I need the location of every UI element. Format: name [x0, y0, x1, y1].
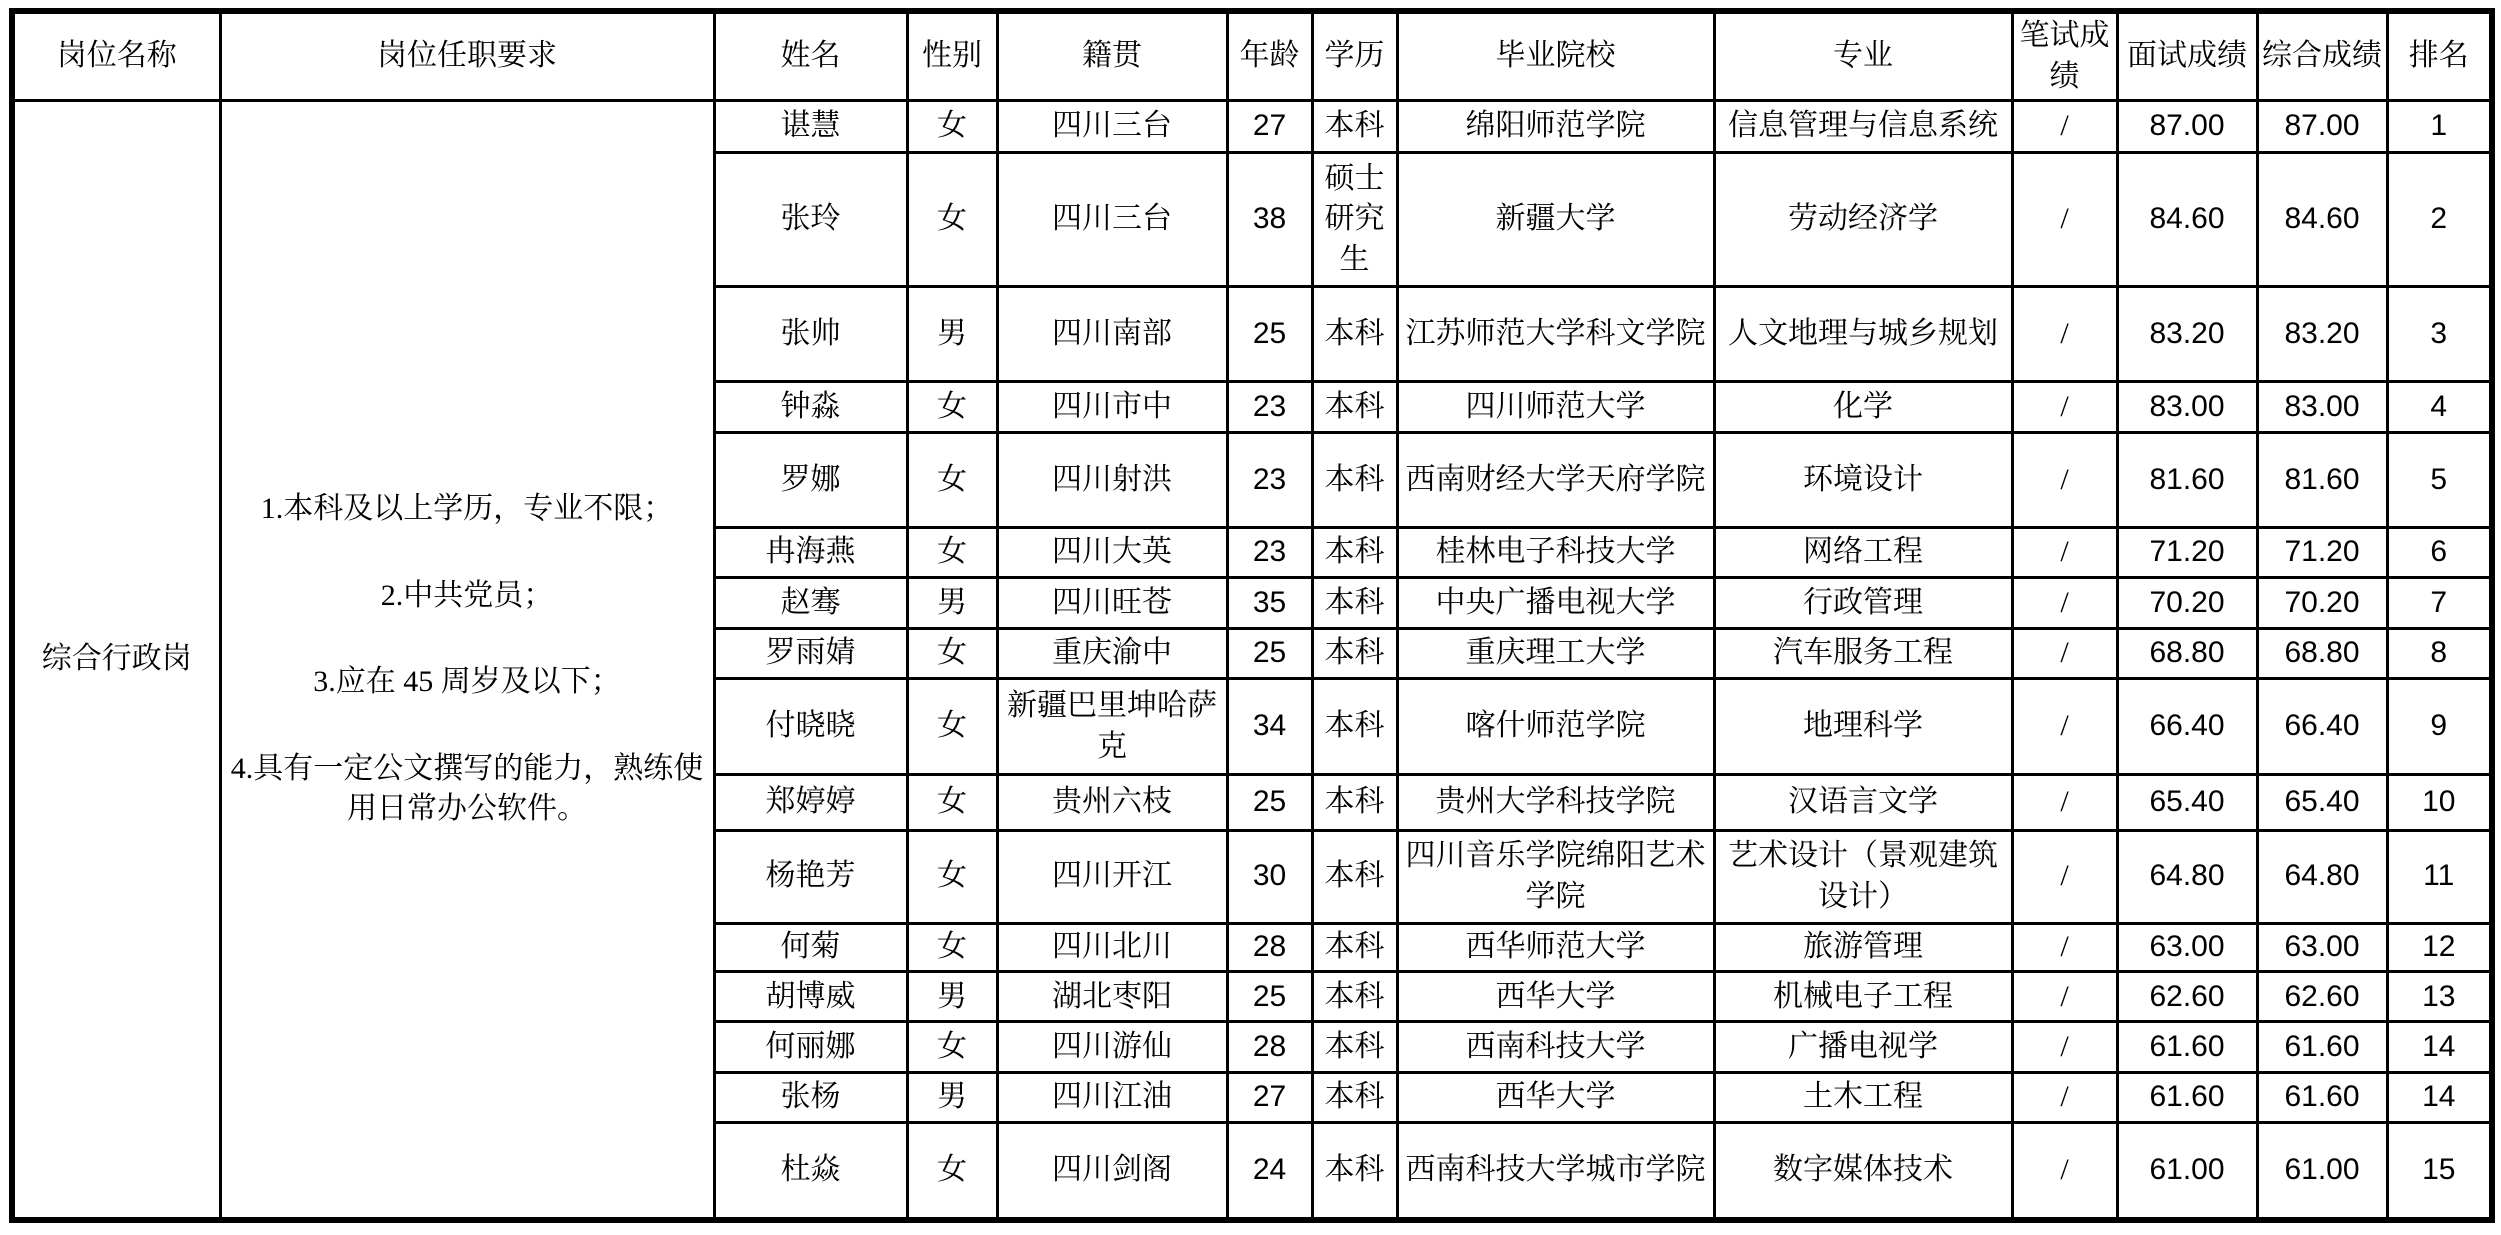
cell-major: 劳动经济学: [1714, 153, 2012, 287]
cell-age: 23: [1227, 432, 1312, 527]
cell-written-score: /: [2012, 101, 2117, 153]
cell-overall-score: 83.00: [2257, 382, 2387, 432]
requirement-item: 2.中共党员；: [380, 578, 554, 612]
cell-school: 西华大学: [1397, 1072, 1714, 1122]
cell-hometown: 四川南部: [997, 286, 1227, 381]
col-header-interview-score: 面试成绩: [2117, 11, 2257, 101]
cell-name: 胡博威: [714, 972, 907, 1022]
cell-hometown: 四川大英: [997, 528, 1227, 578]
cell-name: 杜焱: [714, 1122, 907, 1220]
cell-written-score: /: [2012, 432, 2117, 527]
cell-hometown: 四川江油: [997, 1072, 1227, 1122]
cell-gender: 女: [907, 775, 997, 830]
cell-interview-score: 61.00: [2117, 1122, 2257, 1220]
cell-gender: 女: [907, 382, 997, 432]
cell-major: 艺术设计（景观建筑设计）: [1714, 830, 2012, 923]
cell-age: 35: [1227, 578, 1312, 628]
cell-name: 何丽娜: [714, 1022, 907, 1072]
cell-name: 张帅: [714, 286, 907, 381]
cell-hometown: 四川北川: [997, 923, 1227, 971]
cell-rank: 5: [2387, 432, 2492, 527]
col-header-age: 年龄: [1227, 11, 1312, 101]
cell-school: 喀什师范学院: [1397, 678, 1714, 774]
cell-education: 本科: [1312, 432, 1397, 527]
col-header-gender: 性别: [907, 11, 997, 101]
cell-school: 重庆理工大学: [1397, 628, 1714, 678]
cell-position-name: 综合行政岗: [12, 101, 220, 1221]
requirement-item: 1.本科及以上学历，专业不限；: [260, 492, 674, 526]
table-row: [12, 101, 2492, 153]
score-table: [9, 8, 2495, 1223]
cell-overall-score: 61.60: [2257, 1072, 2387, 1122]
cell-major: 汉语言文学: [1714, 775, 2012, 830]
cell-major: 环境设计: [1714, 432, 2012, 527]
cell-hometown: 四川市中: [997, 382, 1227, 432]
cell-gender: 女: [907, 923, 997, 971]
cell-age: 25: [1227, 775, 1312, 830]
cell-requirements: [220, 101, 714, 1221]
cell-age: 38: [1227, 153, 1312, 287]
cell-overall-score: 64.80: [2257, 830, 2387, 923]
cell-overall-score: 63.00: [2257, 923, 2387, 971]
cell-overall-score: 71.20: [2257, 528, 2387, 578]
cell-hometown: 四川旺苍: [997, 578, 1227, 628]
cell-gender: 男: [907, 286, 997, 381]
cell-school: 中央广播电视大学: [1397, 578, 1714, 628]
cell-written-score: /: [2012, 528, 2117, 578]
table-header-row: [12, 11, 2492, 101]
cell-rank: 15: [2387, 1122, 2492, 1220]
cell-school: 江苏师范大学科文学院: [1397, 286, 1714, 381]
cell-written-score: /: [2012, 830, 2117, 923]
cell-overall-score: 81.60: [2257, 432, 2387, 527]
cell-major: 旅游管理: [1714, 923, 2012, 971]
cell-education: 本科: [1312, 775, 1397, 830]
cell-age: 27: [1227, 101, 1312, 153]
cell-major: 数字媒体技术: [1714, 1122, 2012, 1220]
cell-major: 地理科学: [1714, 678, 2012, 774]
col-header-requirements: 岗位任职要求: [220, 11, 714, 101]
cell-age: 25: [1227, 286, 1312, 381]
cell-school: 西华大学: [1397, 972, 1714, 1022]
cell-overall-score: 62.60: [2257, 972, 2387, 1022]
cell-rank: 7: [2387, 578, 2492, 628]
cell-gender: 女: [907, 528, 997, 578]
cell-rank: 3: [2387, 286, 2492, 381]
cell-name: 冉海燕: [714, 528, 907, 578]
cell-interview-score: 68.80: [2117, 628, 2257, 678]
cell-rank: 13: [2387, 972, 2492, 1022]
cell-gender: 女: [907, 101, 997, 153]
cell-education: 本科: [1312, 1122, 1397, 1220]
cell-interview-score: 71.20: [2117, 528, 2257, 578]
cell-interview-score: 64.80: [2117, 830, 2257, 923]
cell-major: 广播电视学: [1714, 1022, 2012, 1072]
cell-major: 网络工程: [1714, 528, 2012, 578]
cell-overall-score: 61.60: [2257, 1022, 2387, 1072]
cell-interview-score: 70.20: [2117, 578, 2257, 628]
cell-overall-score: 84.60: [2257, 153, 2387, 287]
cell-rank: 1: [2387, 101, 2492, 153]
cell-interview-score: 62.60: [2117, 972, 2257, 1022]
cell-rank: 14: [2387, 1072, 2492, 1122]
cell-hometown: 新疆巴里坤哈萨克: [997, 678, 1227, 774]
cell-interview-score: 61.60: [2117, 1072, 2257, 1122]
cell-name: 钟淼: [714, 382, 907, 432]
cell-major: 土木工程: [1714, 1072, 2012, 1122]
cell-written-score: /: [2012, 1122, 2117, 1220]
cell-major: 汽车服务工程: [1714, 628, 2012, 678]
cell-education: 本科: [1312, 678, 1397, 774]
col-header-school: 毕业院校: [1397, 11, 1714, 101]
cell-hometown: 四川剑阁: [997, 1122, 1227, 1220]
cell-rank: 9: [2387, 678, 2492, 774]
col-header-overall-score: 综合成绩: [2257, 11, 2387, 101]
cell-interview-score: 83.00: [2117, 382, 2257, 432]
cell-major: 行政管理: [1714, 578, 2012, 628]
cell-age: 28: [1227, 1022, 1312, 1072]
cell-education: 本科: [1312, 382, 1397, 432]
cell-education: 本科: [1312, 1022, 1397, 1072]
cell-rank: 10: [2387, 775, 2492, 830]
cell-overall-score: 65.40: [2257, 775, 2387, 830]
cell-hometown: 湖北枣阳: [997, 972, 1227, 1022]
cell-interview-score: 63.00: [2117, 923, 2257, 971]
cell-major: 化学: [1714, 382, 2012, 432]
requirement-item: 3.应在 45 周岁及以下；: [313, 665, 621, 699]
cell-gender: 女: [907, 628, 997, 678]
cell-school: 西南科技大学城市学院: [1397, 1122, 1714, 1220]
cell-school: 桂林电子科技大学: [1397, 528, 1714, 578]
cell-gender: 女: [907, 1022, 997, 1072]
cell-interview-score: 84.60: [2117, 153, 2257, 287]
requirement-item: 4.具有一定公文撰写的能力，熟练使用日常办公软件。: [230, 751, 704, 826]
cell-name: 罗娜: [714, 432, 907, 527]
cell-interview-score: 87.00: [2117, 101, 2257, 153]
cell-written-score: /: [2012, 382, 2117, 432]
cell-hometown: 贵州六枝: [997, 775, 1227, 830]
cell-gender: 女: [907, 432, 997, 527]
cell-major: 机械电子工程: [1714, 972, 2012, 1022]
cell-school: 西南财经大学天府学院: [1397, 432, 1714, 527]
cell-hometown: 四川游仙: [997, 1022, 1227, 1072]
cell-name: 何菊: [714, 923, 907, 971]
cell-interview-score: 66.40: [2117, 678, 2257, 774]
col-header-rank: 排名: [2387, 11, 2492, 101]
cell-education: 本科: [1312, 528, 1397, 578]
cell-interview-score: 61.60: [2117, 1022, 2257, 1072]
cell-school: 新疆大学: [1397, 153, 1714, 287]
cell-written-score: /: [2012, 286, 2117, 381]
cell-overall-score: 83.20: [2257, 286, 2387, 381]
cell-name: 张玲: [714, 153, 907, 287]
cell-written-score: /: [2012, 775, 2117, 830]
cell-overall-score: 61.00: [2257, 1122, 2387, 1220]
cell-rank: 2: [2387, 153, 2492, 287]
cell-gender: 女: [907, 830, 997, 923]
cell-school: 西南科技大学: [1397, 1022, 1714, 1072]
cell-name: 郑婷婷: [714, 775, 907, 830]
cell-name: 罗雨婧: [714, 628, 907, 678]
cell-age: 28: [1227, 923, 1312, 971]
cell-education: 本科: [1312, 830, 1397, 923]
cell-age: 27: [1227, 1072, 1312, 1122]
cell-rank: 11: [2387, 830, 2492, 923]
cell-school: 西华师范大学: [1397, 923, 1714, 971]
cell-overall-score: 66.40: [2257, 678, 2387, 774]
cell-hometown: 四川三台: [997, 153, 1227, 287]
cell-rank: 12: [2387, 923, 2492, 971]
cell-major: 信息管理与信息系统: [1714, 101, 2012, 153]
cell-age: 25: [1227, 972, 1312, 1022]
cell-rank: 6: [2387, 528, 2492, 578]
cell-school: 四川师范大学: [1397, 382, 1714, 432]
cell-education: 本科: [1312, 1072, 1397, 1122]
cell-education: 本科: [1312, 923, 1397, 971]
cell-education: 本科: [1312, 972, 1397, 1022]
cell-written-score: /: [2012, 923, 2117, 971]
col-header-name: 姓名: [714, 11, 907, 101]
cell-gender: 女: [907, 678, 997, 774]
cell-name: 赵骞: [714, 578, 907, 628]
cell-education: 本科: [1312, 286, 1397, 381]
cell-gender: 男: [907, 578, 997, 628]
cell-education: 本科: [1312, 628, 1397, 678]
cell-hometown: 四川射洪: [997, 432, 1227, 527]
col-header-hometown: 籍贯: [997, 11, 1227, 101]
cell-overall-score: 87.00: [2257, 101, 2387, 153]
cell-rank: 8: [2387, 628, 2492, 678]
cell-written-score: /: [2012, 578, 2117, 628]
cell-written-score: /: [2012, 628, 2117, 678]
cell-education: 本科: [1312, 101, 1397, 153]
cell-age: 24: [1227, 1122, 1312, 1220]
cell-age: 34: [1227, 678, 1312, 774]
cell-written-score: /: [2012, 1072, 2117, 1122]
cell-name: 张杨: [714, 1072, 907, 1122]
cell-overall-score: 68.80: [2257, 628, 2387, 678]
cell-name: 付晓晓: [714, 678, 907, 774]
cell-rank: 4: [2387, 382, 2492, 432]
cell-interview-score: 83.20: [2117, 286, 2257, 381]
cell-hometown: 重庆渝中: [997, 628, 1227, 678]
cell-written-score: /: [2012, 1022, 2117, 1072]
cell-gender: 女: [907, 1122, 997, 1220]
cell-name: 杨艳芳: [714, 830, 907, 923]
col-header-position-name: 岗位名称: [12, 11, 220, 101]
cell-gender: 女: [907, 153, 997, 287]
cell-interview-score: 65.40: [2117, 775, 2257, 830]
cell-major: 人文地理与城乡规划: [1714, 286, 2012, 381]
cell-school: 四川音乐学院绵阳艺术学院: [1397, 830, 1714, 923]
cell-rank: 14: [2387, 1022, 2492, 1072]
cell-age: 23: [1227, 528, 1312, 578]
cell-school: 贵州大学科技学院: [1397, 775, 1714, 830]
col-header-written-score: 笔试成绩: [2012, 11, 2117, 101]
cell-education: 本科: [1312, 578, 1397, 628]
cell-overall-score: 70.20: [2257, 578, 2387, 628]
cell-education: 硕士研究生: [1312, 153, 1397, 287]
cell-age: 30: [1227, 830, 1312, 923]
cell-interview-score: 81.60: [2117, 432, 2257, 527]
col-header-education: 学历: [1312, 11, 1397, 101]
cell-written-score: /: [2012, 678, 2117, 774]
cell-written-score: /: [2012, 153, 2117, 287]
cell-school: 绵阳师范学院: [1397, 101, 1714, 153]
cell-name: 谌慧: [714, 101, 907, 153]
cell-gender: 男: [907, 1072, 997, 1122]
cell-age: 25: [1227, 628, 1312, 678]
col-header-major: 专业: [1714, 11, 2012, 101]
cell-age: 23: [1227, 382, 1312, 432]
cell-gender: 男: [907, 972, 997, 1022]
cell-written-score: /: [2012, 972, 2117, 1022]
cell-hometown: 四川开江: [997, 830, 1227, 923]
cell-hometown: 四川三台: [997, 101, 1227, 153]
